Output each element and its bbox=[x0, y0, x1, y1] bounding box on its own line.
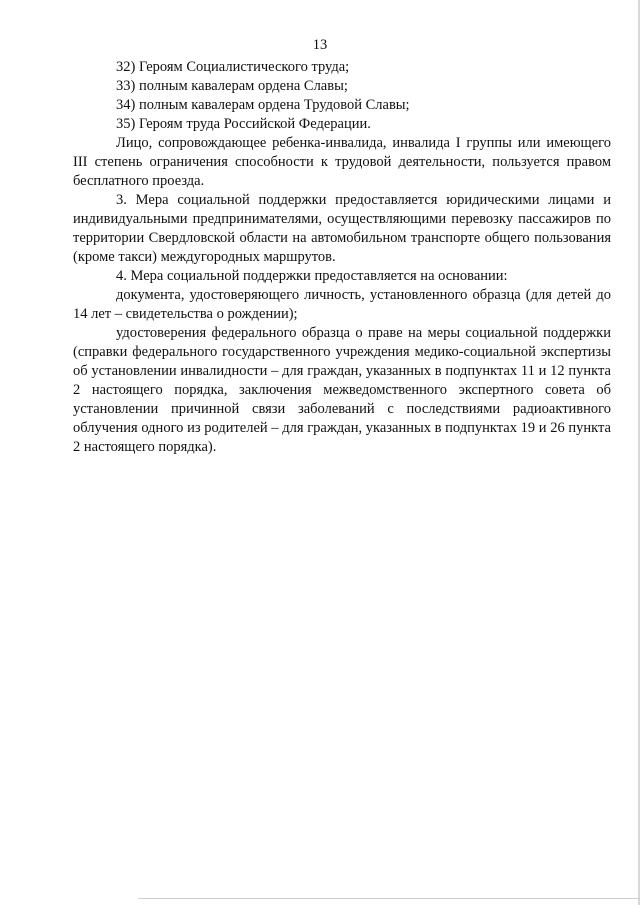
paragraph-identity-document: документа, удостоверяющего личность, установленного образца (для детей до 14 лет – свидетельства о рождении); bbox=[73, 287, 611, 322]
list-item: 32) Героям Социалистического труда; bbox=[116, 59, 350, 75]
paragraph-3: 3. Мера социальной поддержки предоставляется юридическими лицами и индивидуальными предпринимателями, осуществляющими перевозку пассажиров по территории Свердловской области на автомобильном транспорте общего пользования (кроме такси) междугородных маршрутов. bbox=[73, 192, 611, 265]
list-item: 35) Героям труда Российской Федерации. bbox=[116, 116, 371, 132]
list-item: 34) полным кавалерам ордена Трудовой Славы; bbox=[116, 97, 410, 113]
document-body bbox=[73, 58, 611, 457]
page-number: 13 bbox=[312, 37, 328, 53]
paragraph-companion: Лицо, сопровождающее ребенка-инвалида, инвалида I группы или имеющего III степень ограничения способности к трудовой деятельности, пользуется правом бесплатного проезда. bbox=[73, 135, 611, 189]
list-item: 33) полным кавалерам ордена Славы; bbox=[116, 78, 348, 94]
paragraph-certificate: удостоверения федерального образца о праве на меры социальной поддержки (справки федерального государственного учреждения медико-социальной экспертизы об установлении инвалидности – для граждан, указанных в подпунктах 11 и 12 пункта 2 настоящего порядка, заключения межведомственного экспертного совета об установлении причинной связи заболеваний с последствиями радиоактивного облучения одного из родителей – для граждан, указанных в подпунктах 19 и 26 пункта 2 настоящего порядка). bbox=[73, 325, 611, 455]
paragraph-4: 4. Мера социальной поддержки предоставляется на основании: bbox=[116, 268, 508, 284]
footer-rule bbox=[138, 898, 640, 899]
